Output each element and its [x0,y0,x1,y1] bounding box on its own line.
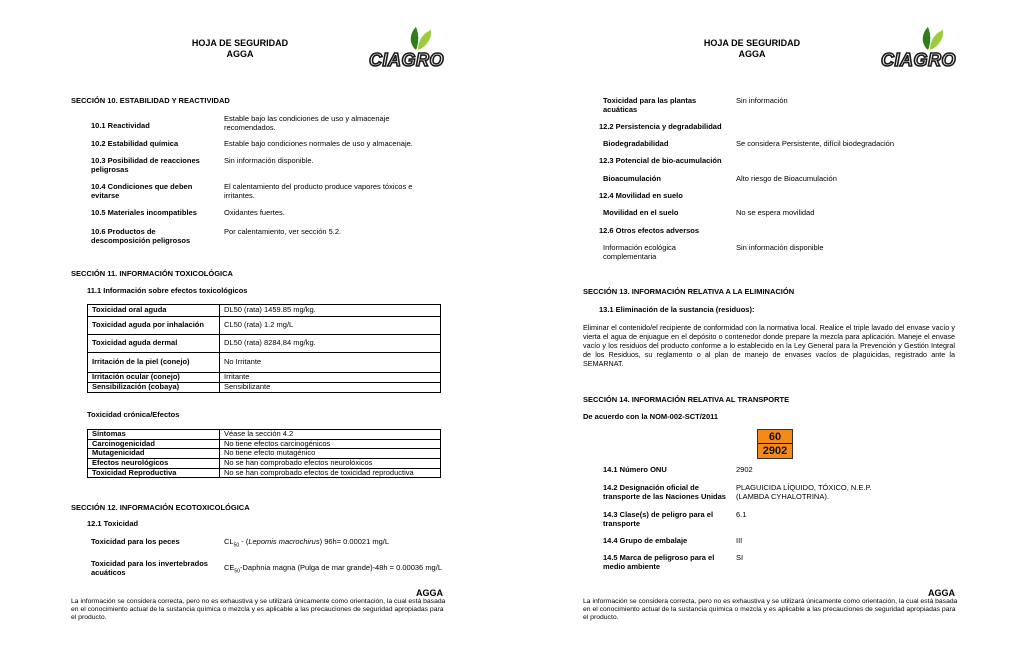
s14-regulation: De acuerdo con la NOM-002-SCT/2011 [583,412,719,421]
soil-mobility-label: Movilidad en el suelo [603,208,679,217]
chronic-toxicity-table [87,429,441,478]
s10-stability-value: Estable bajo condiciones normales de uso y almacenaje. [224,139,413,148]
header-product-name: AGGA [226,48,254,59]
chronic-toxicity-title: Toxicidad crónica/Efectos [87,410,180,419]
table-row [88,353,441,373]
header-title-line1: HOJA DE SEGURIDAD [191,38,289,48]
hazard-class-label: 14.3 Clase(s) de peligro para el transporte [603,510,714,528]
leaf-logo-icon [919,24,947,52]
s10-stability-label: 10.2 Estabilidad química [91,139,179,148]
table-row [88,305,441,317]
leaf-logo-icon [407,24,435,52]
s10-conditions-value: El calentamiento del producto produce vapores tóxicos e irritantes. [224,182,413,200]
acute-dermal-label: Toxicidad aguda dermal [88,335,220,353]
eye-irritation-label: Irritación ocular (conejo) [88,373,220,383]
neurological-label: Efectos neurológicos [88,458,220,468]
packing-group-value: III [736,536,743,545]
un-number: 2902 [762,445,788,457]
hazard-identification-number: 60 [758,430,792,444]
hazard-class-value: 6.1 [736,510,747,519]
sensitization-label: Sensibilización (cobaya) [88,383,220,393]
table-row [88,317,441,335]
table-row [88,373,441,383]
carcinogenicity-label: Carcinogenicidad [88,439,220,449]
shipping-name-label: 14.2 Designación oficial de transporte de las Naciones Unidas [603,483,726,501]
eco-info-label: Información ecológica complementaria [603,243,676,261]
fish-toxicity-value: $CL_{50}$ - (Lepomis macrochirus) 96h= 0.00021 mg/L [224,537,390,549]
eco-info-value: Sin información disponible [736,243,824,252]
s10-conditions-label: 10.4 Condiciones que deben evitarse [91,182,193,200]
s12-4-title: 12.4 Movilidad en suelo [599,191,683,200]
acute-inhalation-label: Toxicidad aguda por inhalación [88,317,220,335]
s12-subtitle: 12.1 Toxicidad [87,519,139,528]
table-row [88,458,441,468]
document-header-title [672,38,832,60]
s10-hazardous-reactions-label: 10.3 Posibilidad de reacciones peligrosas [91,156,200,174]
s10-decomposition-label: 10.6 Productos de descomposición peligrosos [91,227,191,245]
acute-oral-value: DL50 (rata) 1459.85 mg/kg. [220,305,441,317]
section-12-title: SECCIÓN 12. INFORMACIÓN ECOTOXICOLÓGICA [71,503,250,512]
page-right [512,0,1024,663]
un-number-value: 2902 [736,465,753,474]
s10-hazardous-reactions-value: Sin información disponible. [224,156,314,165]
section-11-title: SECCIÓN 11. INFORMACIÓN TOXICOLÓGICA [71,269,233,278]
aquatic-plants-label: Toxicidad para las plantas acuáticas [603,96,697,114]
footer-product-name: AGGA [416,588,443,598]
environment-mark-value: SI [736,553,744,562]
invertebrate-toxicity-value: $CE_{50}$-Daphnia magna (Pulga de mar grande)-48h = 0.00036 mg/L [224,563,442,575]
table-row [88,335,441,353]
skin-irritation-label: Irritación de la piel (conejo) [88,353,220,373]
acute-dermal-value: DL50 (rata) 8284.84 mg/kg. [220,335,441,353]
carcinogenicity-value: No tiene efectos carcinogénicos [220,439,441,449]
environment-mark-label: 14.5 Marca de peligroso para el medio ambiente [603,553,715,571]
s10-decomposition-value: Por calentamiento, ver sección 5.2. [224,227,342,236]
acute-toxicity-table [87,304,441,393]
table-row [88,430,441,440]
mutagenicity-label: Mutagenicidad [88,449,220,459]
hazard-placard [757,429,793,459]
bioaccumulation-label: Bioacumulación [603,174,661,183]
table-row [88,383,441,393]
footer-disclaimer: La información se considera correcta, pero no es exhaustiva y se utilizará únicamente como orientación, la cual está basada en el conocimiento actual de la sustancia química o mezcla y es aplicable a las precauciones de seguridad apropiadas para el producto. [583,598,958,622]
s10-incompatible-value: Oxidantes fuertes. [224,208,285,217]
symptoms-label: Síntomas [88,430,220,440]
ciagro-logo [881,24,981,72]
neurological-value: No se han comprobado efectos neurolóxicos [220,458,441,468]
s12-2-title: 12.2 Persistencia y degradabilidad [599,122,722,131]
s11-subtitle: 11.1 Información sobre efectos toxicológicos [87,286,248,295]
symptoms-value: Véase la sección 4.2 [220,430,441,440]
packing-group-label: 14.4 Grupo de embalaje [603,536,688,545]
logo-wordmark: CIAGRO [881,50,956,70]
invertebrate-toxicity-label: Toxicidad para los invertebrados acuáticos [91,559,208,577]
reproductive-value: No se han comprobado efectos de toxicidad reproductiva [220,468,441,478]
un-number-label: 14.1 Número ONU [603,465,667,474]
biodegradability-label: Biodegradabilidad [603,139,669,148]
ciagro-logo [369,24,469,72]
section-13-title: SECCIÓN 13. INFORMACIÓN RELATIVA A LA ELIMINACIÓN [583,287,795,296]
s10-incompatible-label: 10.5 Materiales incompatibles [91,208,197,217]
soil-mobility-value: No se espera movilidad [736,208,815,217]
shipping-name-value: PLAGUICIDA LÍQUIDO, TÓXICO, N.E.P. (LAMBDA CYHALOTRINA). [736,483,872,501]
document-header-title [160,38,320,60]
fish-toxicity-label: Toxicidad para los peces [91,537,180,546]
table-row [88,468,441,478]
header-title-line1: HOJA DE SEGURIDAD [703,38,801,48]
section-14-title: SECCIÓN 14. INFORMACIÓN RELATIVA AL TRANSPORTE [583,395,790,404]
s10-reactivity-label: 10.1 Reactividad [91,121,150,130]
s10-reactivity-value: Estable bajo las condiciones de uso y almacenaje recomendados. [224,114,390,132]
acute-inhalation-value: CL50 (rata) 1.2 mg/L [220,317,441,335]
footer-product-name: AGGA [928,588,955,598]
acute-oral-label: Toxicidad oral aguda [88,305,220,317]
header-product-name: AGGA [738,48,766,59]
reproductive-label: Toxicidad Reproductiva [88,468,220,478]
disposal-paragraph: Eliminar el contenido/el recipiente de conformidad con la normativa local. Realice el triple lavado del envase vacío y vierta el agua de enjuague en el depósito o contenedor donde prepare la mezcla para aplicación. Maneje el envase vacío y los residuos del producto conforme a lo establecido en la Ley General para la Prevención y Gestión Integral de los Residuos, su reglamento o al plan de manejo de envases vacíos de plaguicidas, registrado ante la SEMARNAT. [583,323,955,368]
table-row [88,449,441,459]
aquatic-plants-value: Sin información [736,96,788,105]
skin-irritation-value: No Irritante [220,353,441,373]
eye-irritation-value: Irritante [220,373,441,383]
logo-wordmark: CIAGRO [369,50,444,70]
footer-disclaimer: La información se considera correcta, pero no es exhaustiva y se utilizará únicamente como orientación, la cual está basada en el conocimiento actual de la sustancia química o mezcla y es aplicable a las precauciones de seguridad apropiadas para el producto. [71,598,446,622]
mutagenicity-value: No tiene efecto mutagénico [220,449,441,459]
bioaccumulation-value: Alto riesgo de Bioacumulación [736,174,837,183]
section-10-title: SECCIÓN 10. ESTABILIDAD Y REACTIVIDAD [71,96,230,105]
sensitization-value: Sensibilizante [220,383,441,393]
s13-subtitle: 13.1 Eliminación de la sustancia (residuos): [599,305,755,314]
biodegradability-value: Se considera Persistente, difícil biodegradación [736,139,895,148]
s12-3-title: 12.3 Potencial de bio-acumulación [599,156,722,165]
s12-6-title: 12.6 Otros efectos adversos [599,226,700,235]
